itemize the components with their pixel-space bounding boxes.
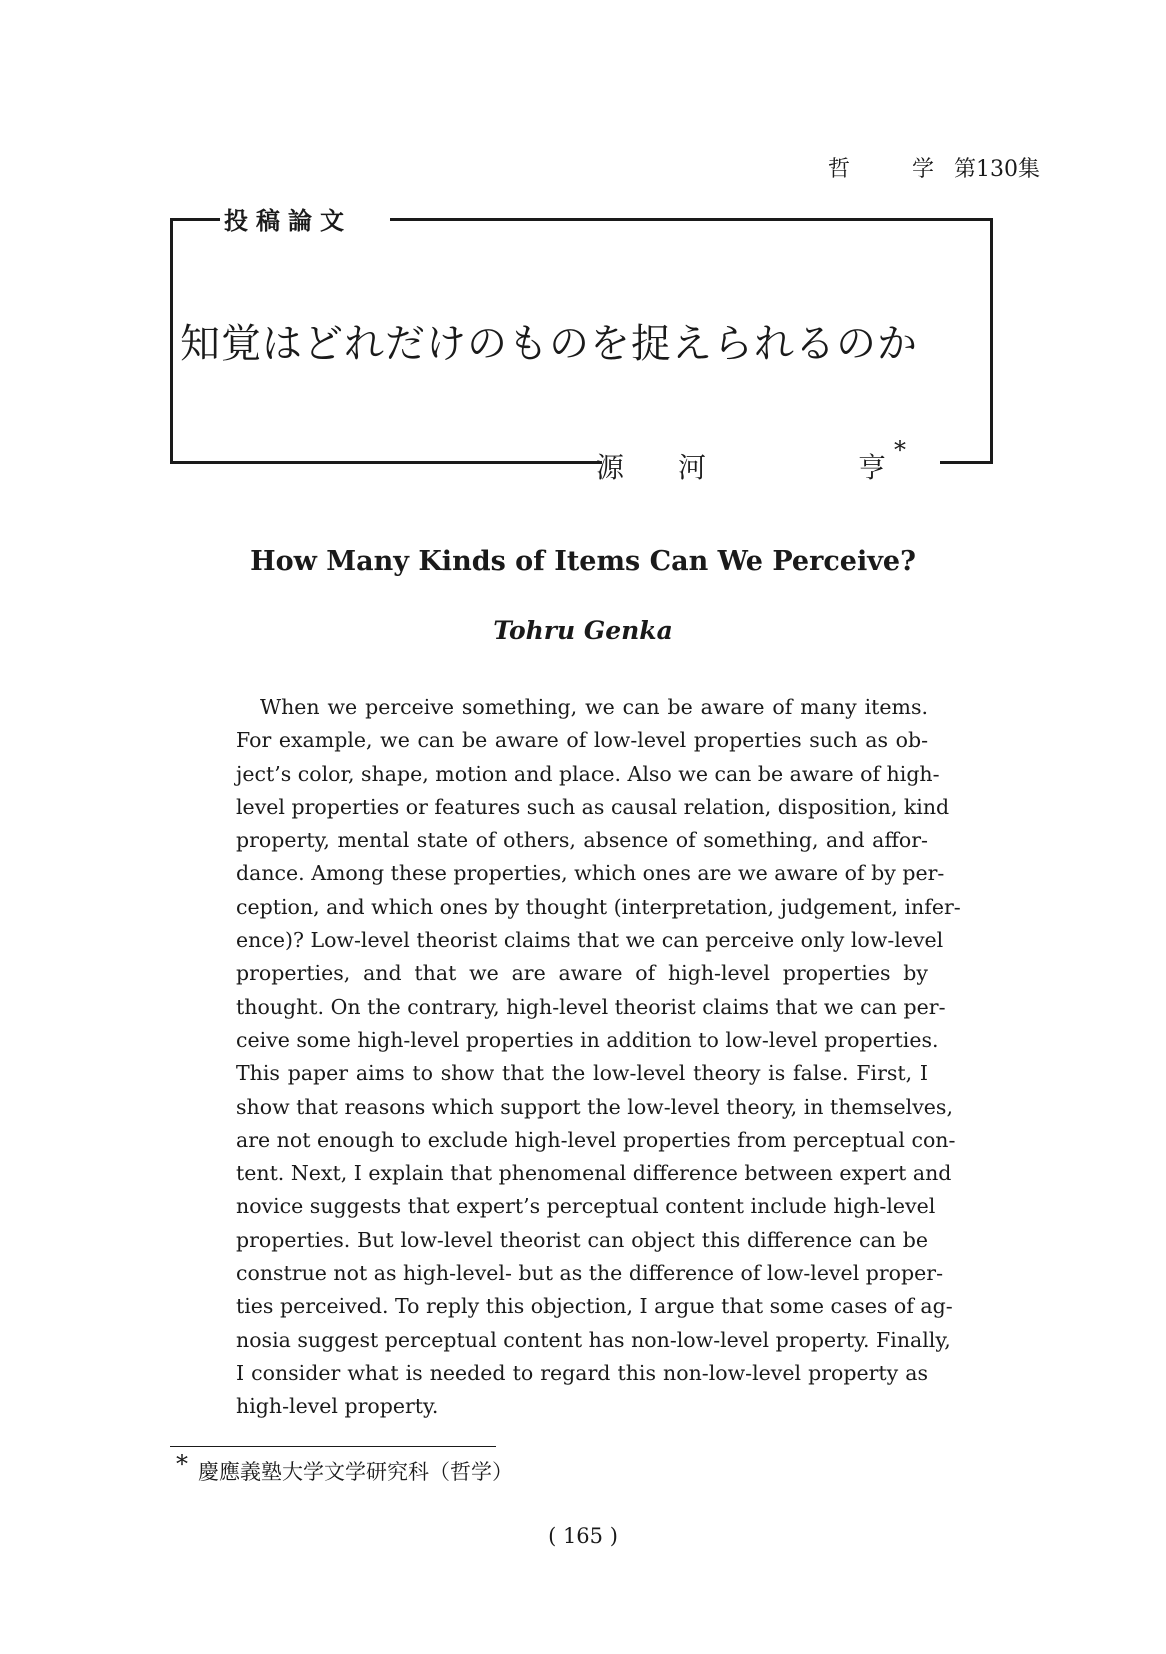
abstract-line: ceive some high-level properties in addition to low-level properties. [236,1027,939,1052]
abstract-line: I consider what is needed to regard this non-low-level property as [236,1360,928,1385]
english-title: How Many Kinds of Items Can We Perceive? [250,546,916,577]
footnote-text: 慶應義塾大学文学研究科（哲学） [198,1460,513,1484]
running-head-part1: 哲 [828,157,851,182]
english-author: Tohru Genka [493,616,673,645]
running-head [700,152,1050,182]
abstract-line: For example, we can be aware of low-level properties such as ob- [236,728,928,753]
frame-line-top-right [390,218,993,221]
abstract [236,691,961,1424]
abstract-line: dance. Among these properties, which ones are we aware of by per- [236,861,945,886]
abstract-line: ties perceived. To reply this objection, I argue that some cases of ag- [236,1294,953,1319]
abstract-line: high-level property. [236,1394,439,1419]
abstract-line: level properties or features such as causal relation, disposition, kind [236,794,950,819]
running-head-part2: 学 [912,157,935,182]
abstract-line: thought. On the contrary, high-level theorist claims that we can per- [236,994,946,1019]
abstract-line: When we perceive something, we can be aware of many items. [260,695,928,719]
abstract-line: nosia suggest perceptual content has non-low-level property. Finally, [236,1327,951,1352]
abstract-line: ception, and which ones by thought (interpretation, judgement, infer- [236,894,961,919]
abstract-line: show that reasons which support the low-level theory, in themselves, [236,1094,953,1119]
author-char-2: 河 [678,451,707,484]
abstract-line: ject’s color, shape, motion and place. Also we can be aware of high- [236,761,940,786]
abstract-line: novice suggests that expert’s perceptual content include high-level [236,1194,936,1219]
abstract-line: ence)? Low-level theorist claims that we can perceive only low-level [236,928,944,953]
frame-line-right [990,218,993,464]
footnote-mark: * [176,1450,188,1478]
abstract-line: This paper aims to show that the low-level theory is false. First, I [236,1061,928,1086]
abstract-line: property, mental state of others, absence of something, and affor- [236,828,928,853]
abstract-line: are not enough to exclude high-level properties from perceptual con- [236,1127,956,1152]
abstract-line: properties, and that we are aware of high-level properties by [236,961,928,986]
frame-line-bottom-left [170,461,602,464]
frame-line-left [170,218,173,464]
author-char-3: 亨 [858,451,887,484]
frame-line-top-left [170,218,220,221]
page-number: ( 165 ) [548,1524,618,1548]
section-label: 投稿論文 [224,206,352,235]
abstract-line: tent. Next, I explain that phenomenal difference between expert and [236,1161,952,1186]
japanese-title: 知覚はどれだけのものを捉えられるのか [180,321,918,367]
abstract-line: construe not as high-level- but as the difference of low-level proper- [236,1261,944,1286]
japanese-author [596,436,956,486]
footnote-rule [170,1446,496,1447]
abstract-line: properties. But low-level theorist can object this difference can be [236,1227,928,1252]
running-head-part3: 第130集 [954,157,1040,182]
author-footnote-mark: * [894,436,906,464]
author-char-1: 源 [596,451,625,484]
